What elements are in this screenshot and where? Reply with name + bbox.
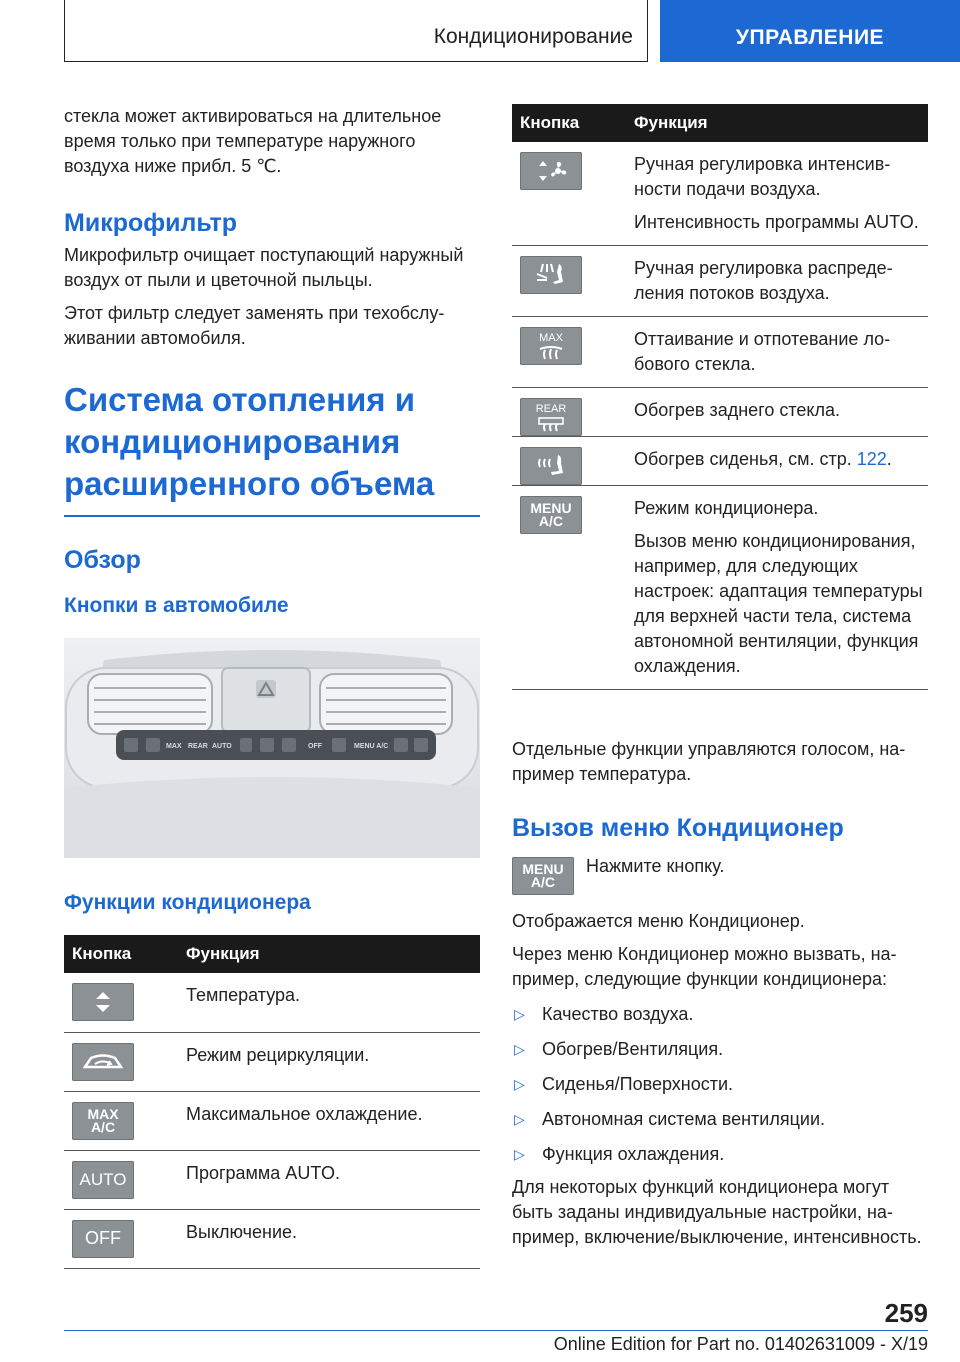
table-row [512,388,928,437]
function-text: Вызов меню кондиционирования, например, для следующих настроек: адаптация температуры для верхней части тела, система автономной вентиляции, функция охлаждения. [634,531,923,676]
menu-heading: Вызов меню Кондиционер [512,814,844,842]
table-row [64,1091,480,1150]
triangle-bullet-icon: ▷ [514,1146,525,1162]
menu-ac-icon: MENU A/C [520,496,582,534]
header-section-box [64,0,648,62]
menu-ac-button-icon: MENU A/C [512,857,574,895]
hazard-button [256,680,276,698]
system-heading-rule [64,515,480,517]
photo-label-auto: AUTO [212,743,232,750]
triangle-bullet-icon: ▷ [514,1041,525,1057]
photo-label-max: MAX [166,743,182,750]
photo-label-off: OFF [308,743,322,750]
table-row [512,437,928,486]
microfilter-heading: Микрофильтр [64,209,238,237]
header-section-title: Кондиционирование [433,25,633,48]
triangle-bullet-icon: ▷ [514,1006,525,1022]
auto-icon: AUTO [72,1161,134,1199]
overview-heading: Обзор [64,545,141,574]
menu-functions-list [512,1002,928,1167]
function-text: Выключение. [186,1209,480,1268]
microfilter-paragraph-1: Микрофильтр очищает поступающий наружный воздух от пыли и цветочной пыльцы. [64,245,464,290]
individual-settings-text: Для некоторых функций кондиционера могут быть заданы индивидуальные настройки, например, включение/выключение, интенсивность. [512,1177,922,1247]
edition-text: Online Edition for Part no. 01402631009 - X/19 [553,1334,928,1354]
function-text: Оттаивание и отпотевание лобового стекла. [634,329,891,374]
function-text: Режим рециркуляции. [186,1032,480,1091]
function-text: Ручная регулировка интенсивности подачи воздуха. [634,154,891,199]
photo-label-menu-ac: MENU A/C [354,743,389,750]
left-column [64,104,480,619]
table-header-button: Кнопка [64,935,186,973]
dashboard-photo [64,638,480,858]
max-defrost-icon: MAX [520,327,582,365]
header-chapter-tab [660,0,960,62]
left-air-vent [88,674,212,734]
function-text: Ручная регулировка распределения потоков воздуха. [634,258,893,303]
photo-label-rear: REAR [188,743,208,750]
page-number: 259 [884,1298,928,1328]
right-functions-table [512,104,928,690]
page-link[interactable]: 122 [856,449,887,469]
function-text: Интенсивность программы AUTO. [634,212,919,232]
list-item: ▷ Обогрев/Вентиляция. [512,1037,928,1062]
function-text: Обогрев сиденья, см. стр. 122. [634,449,892,469]
right-column-text [512,737,928,1250]
fan-intensity-icon [520,152,582,190]
triangle-bullet-icon: ▷ [514,1076,525,1092]
header-chapter-title: УПРАВЛЕНИЕ [735,26,885,49]
table-row [512,246,928,317]
function-text: Максимальное охлаждение. [186,1091,480,1150]
footer-rule [64,1330,928,1331]
list-item: ▷ Автономная система вентиляции. [512,1107,928,1132]
recirculation-icon [72,1043,134,1081]
press-instruction: Нажмите кнопку. [586,856,725,876]
system-heading: Система отопления и кондиционирования расширенного объема [64,381,435,502]
air-distribution-icon [520,256,582,294]
intro-paragraph: стекла может активироваться на длительное время только при температуре наружного воздуха ниже прибл. 5 ℃. [64,106,442,176]
table-header-function: Функция [186,935,480,973]
function-text: Обогрев заднего стекла. [634,400,841,420]
microfilter-paragraph-2: Этот фильтр следует заменять при техобслуживании автомобиля. [64,303,445,348]
table-row [64,1150,480,1209]
table-row [512,142,928,246]
table-header-button: Кнопка [512,104,634,142]
function-text: Температура. [186,973,480,1032]
voice-note: Отдельные функции управляются голосом, например температура. [512,739,906,784]
function-text: Программа AUTO. [186,1150,480,1209]
triangle-bullet-icon: ▷ [514,1111,525,1127]
list-item: ▷ Функция охлаждения. [512,1142,928,1167]
menu-press-row [512,857,928,895]
table-header-function: Функция [634,104,928,142]
table-row [64,973,480,1032]
seat-heating-icon [520,447,582,485]
table-row [512,317,928,388]
max-ac-icon: MAX A/C [72,1102,134,1140]
temperature-arrows-icon [72,983,134,1021]
table-row [64,1209,480,1268]
list-item: ▷ Качество воздуха. [512,1002,928,1027]
function-text: Режим кондиционера. [634,498,819,518]
rear-defrost-icon: REAR [520,398,582,436]
table-row [512,486,928,690]
table-row [64,1032,480,1091]
functions-heading: Функции кондиционера [64,891,311,914]
via-menu-text: Через меню Кондиционер можно вызвать, например, следующие функции кондиционера: [512,944,897,989]
buttons-heading: Кнопки в автомобиле [64,593,289,617]
left-functions-table [64,935,480,1269]
list-item: ▷ Сиденья/Поверхности. [512,1072,928,1097]
right-air-vent [320,674,452,734]
functions-heading-wrap [64,890,480,916]
off-icon: OFF [72,1220,134,1258]
menu-shown-text: Отображается меню Кондиционер. [512,911,805,931]
